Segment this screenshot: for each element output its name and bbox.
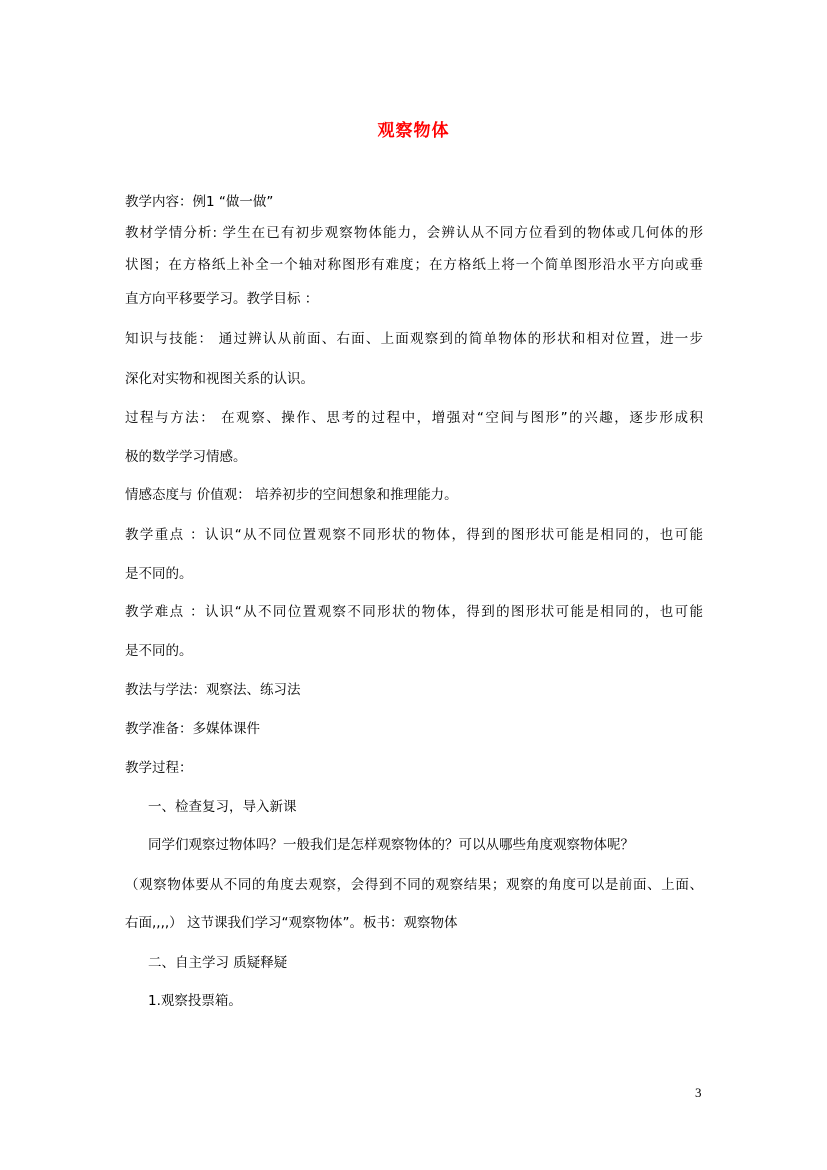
text-line-answer-1: （观察物体要从不同的角度去观察，会得到不同的观察结果；观察的角度可以是前面、上面、 — [125, 877, 703, 893]
text-line-analysis-1: 教材学情分析: 学生在已有初步观察物体能力，会辨认从不同方位看到的物体或几何体的形 — [125, 225, 703, 241]
text-line-process-heading: 教学过程： — [125, 760, 193, 776]
text-line-emotion: 情感态度与 价值观： 培养初步的空间想象和推理能力。 — [125, 487, 458, 503]
text-line-process-2: 极的数学学习情感。 — [125, 449, 247, 465]
text-line-observe-ballot-box: 1.观察投票箱。 — [148, 993, 242, 1009]
page-number: 3 — [695, 1085, 702, 1100]
section-heading-review: 一、检查复习，导入新课 — [148, 799, 297, 815]
text-line-process-1: 过程与方法： 在观察、操作、思考的过程中，增强对“空间与图形”的兴趣，逐步形成积 — [125, 410, 703, 426]
section-heading-self-study: 二、自主学习 质疑释疑 — [148, 955, 288, 971]
text-line-analysis-3: 直方向平移要学习。教学目标 ： — [125, 291, 319, 307]
document-title: 观察物体 — [377, 121, 450, 141]
text-line-key-point-2: 是不同的。 — [125, 566, 193, 582]
text-line-knowledge-1: 知识与技能： 通过辨认从前面、右面、上面观察到的简单物体的形状和相对位置，进一步 — [125, 331, 703, 347]
text-line-teaching-content: 教学内容：例1 “做一做” — [125, 194, 274, 210]
text-line-question: 同学们观察过物体吗？一般我们是怎样观察物体的？可以从哪些角度观察物体呢？ — [148, 837, 634, 853]
text-line-difficulty-2: 是不同的。 — [125, 643, 193, 659]
text-line-analysis-2: 状图；在方格纸上补全一个轴对称图形有难度；在方格纸上将一个简单图形沿水平方向或垂 — [125, 257, 703, 273]
text-line-methods: 教法与学法：观察法、练习法 — [125, 682, 301, 698]
text-line-knowledge-2: 深化对实物和视图关系的认识。 — [125, 371, 314, 387]
text-line-answer-2: 右面,,,,） 这节课我们学习“观察物体”。板书：观察物体 — [125, 915, 458, 931]
text-line-key-point-1: 教学重点 ：认识“从不同位置观察不同形状的物体，得到的图形状可能是相同的，也可能 — [125, 527, 703, 543]
text-line-difficulty-1: 教学难点 ：认识“从不同位置观察不同形状的物体，得到的图形状可能是相同的，也可能 — [125, 604, 703, 620]
text-line-preparation: 教学准备：多媒体课件 — [125, 721, 260, 737]
